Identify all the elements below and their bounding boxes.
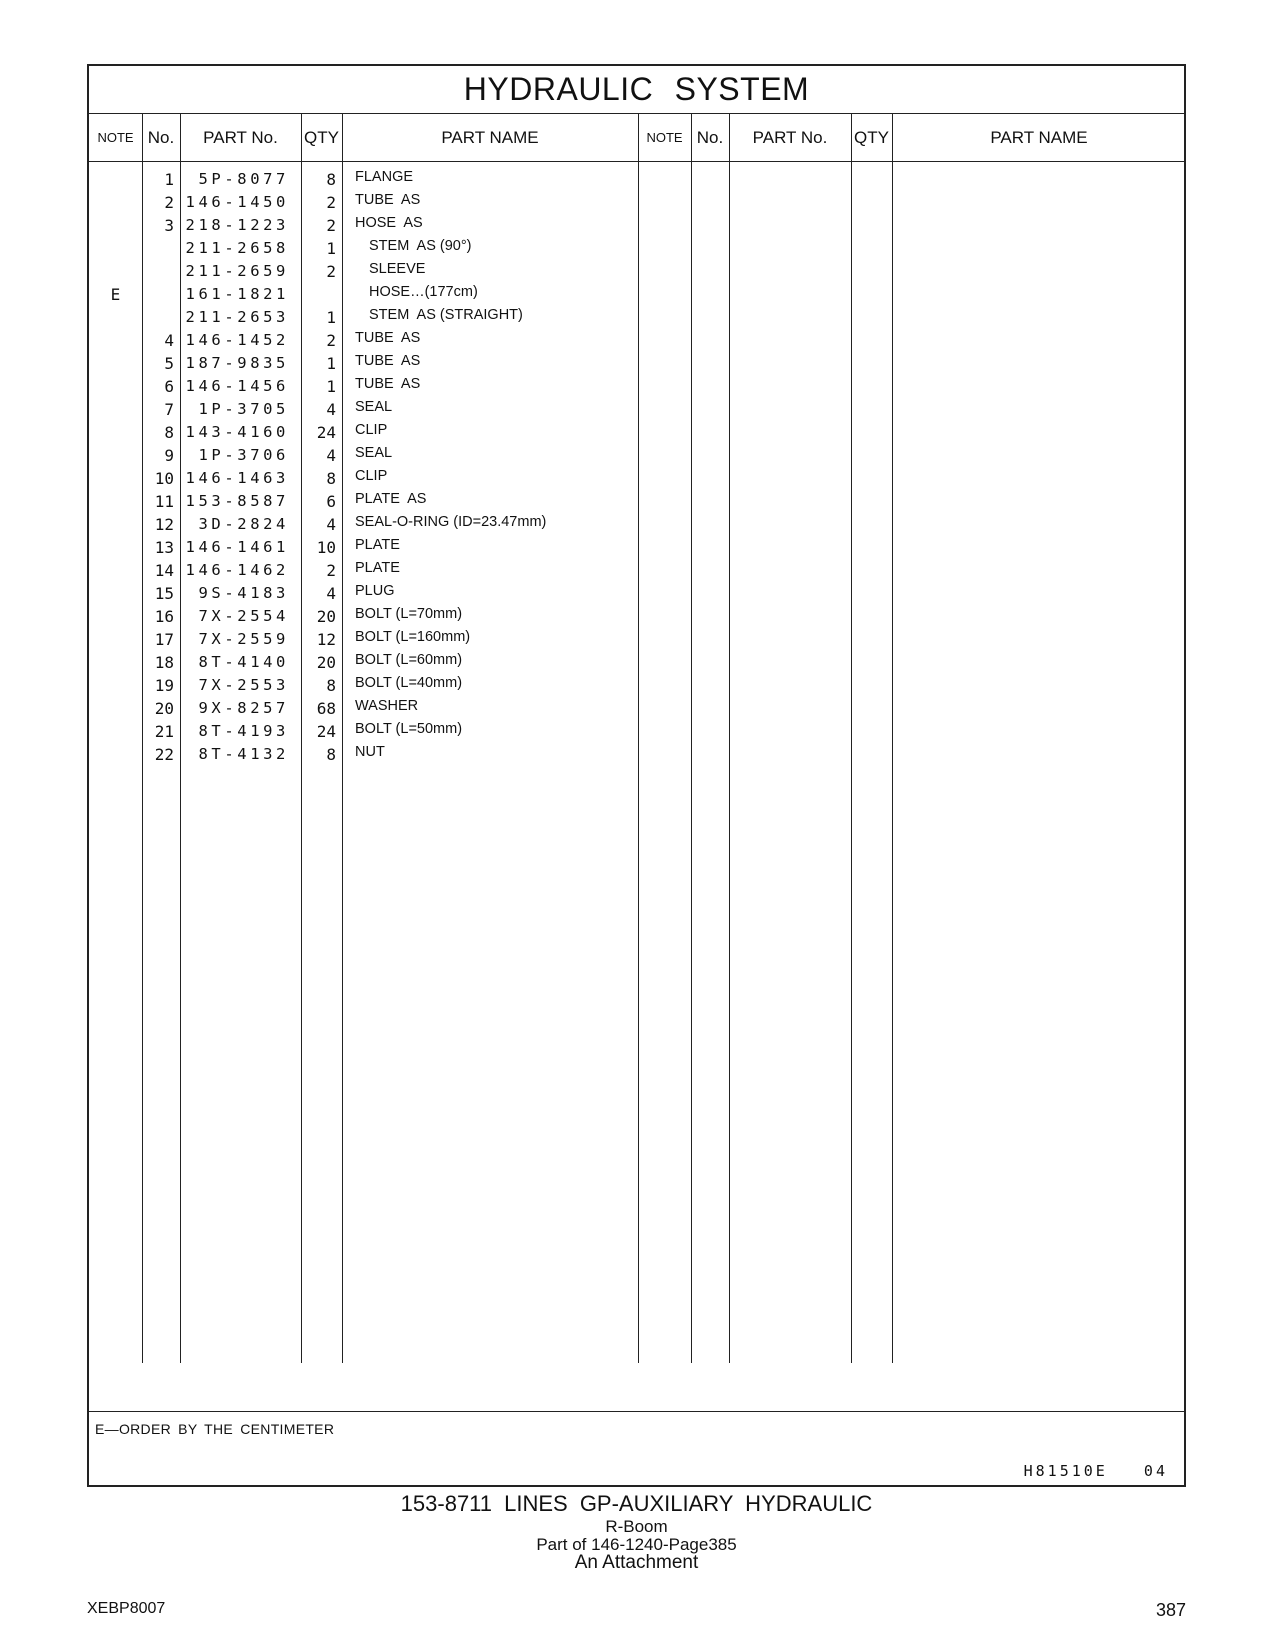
- document-id: XEBP8007: [87, 1600, 166, 1617]
- part-name-cell: FLANGE: [355, 169, 414, 185]
- header-part-no: PART No.: [203, 128, 278, 147]
- table-row: [89, 214, 649, 237]
- header-no: No.: [147, 128, 175, 147]
- qty-cell: 2: [326, 193, 336, 212]
- part-name-cell: SEAL: [355, 399, 393, 415]
- part-name-cell: TUBE AS: [355, 330, 421, 346]
- qty-cell: 4: [326, 446, 336, 465]
- table-row: [89, 605, 649, 628]
- header-part-name: PART NAME: [441, 128, 539, 147]
- part-name-cell: PLUG: [355, 583, 395, 599]
- table-row: [89, 352, 649, 375]
- table-row: [89, 375, 649, 398]
- part-name-cell: TUBE AS: [355, 192, 421, 208]
- table-row: [89, 674, 649, 697]
- caption-boom: R-Boom: [605, 1517, 668, 1536]
- qty-cell: 2: [326, 331, 336, 350]
- part-number-cell: 8T-4193: [198, 722, 289, 740]
- table-row: [89, 490, 649, 513]
- header-no-right: No.: [696, 128, 724, 147]
- qty-cell: 4: [326, 584, 336, 603]
- qty-cell: 8: [326, 745, 336, 764]
- item-number-cell: 8: [164, 423, 174, 442]
- item-number-cell: 4: [164, 331, 174, 350]
- item-number-cell: 15: [154, 584, 174, 603]
- table-row: [89, 237, 649, 260]
- note-cell: E: [110, 285, 121, 304]
- grid-line: [892, 113, 893, 1363]
- part-number-cell: 1P-3705: [198, 400, 289, 418]
- page-number: 387: [1155, 1600, 1186, 1620]
- item-number-cell: 7: [164, 400, 174, 419]
- item-number-cell: 11: [154, 492, 174, 511]
- part-name-cell: PLATE AS: [355, 491, 427, 507]
- part-name-cell: CLIP: [355, 422, 388, 438]
- grid-line: [851, 113, 852, 1363]
- part-name-cell: NUT: [355, 744, 385, 760]
- table-row: [89, 444, 649, 467]
- part-name-cell: HOSE…(177cm): [369, 284, 478, 300]
- footnote: E—ORDER BY THE CENTIMETER: [95, 1421, 335, 1437]
- table-row: [89, 513, 649, 536]
- part-number-cell: 146-1450: [185, 193, 289, 211]
- qty-cell: 24: [316, 722, 336, 741]
- part-number-cell: 3D-2824: [198, 515, 289, 533]
- grid-line: [729, 113, 730, 1363]
- part-name-cell: STEM AS (STRAIGHT): [369, 307, 523, 323]
- part-name-cell: BOLT (L=40mm): [355, 675, 463, 691]
- item-number-cell: 22: [154, 745, 174, 764]
- qty-cell: 8: [326, 170, 336, 189]
- table-row: [89, 628, 649, 651]
- part-number-cell: 146-1452: [185, 331, 289, 349]
- table-row: [89, 720, 649, 743]
- item-number-cell: 1: [164, 170, 174, 189]
- part-name-cell: TUBE AS: [355, 376, 421, 392]
- item-number-cell: 5: [164, 354, 174, 373]
- part-number-cell: 7X-2553: [198, 676, 289, 694]
- part-number-cell: 211-2659: [185, 262, 289, 280]
- part-name-cell: PLATE: [355, 537, 400, 553]
- header-qty: QTY: [304, 128, 339, 147]
- part-name-cell: BOLT (L=160mm): [355, 629, 471, 645]
- part-name-cell: WASHER: [355, 698, 419, 714]
- part-number-cell: 187-9835: [185, 354, 289, 372]
- table-row: [89, 651, 649, 674]
- item-number-cell: 6: [164, 377, 174, 396]
- part-number-cell: 7X-2559: [198, 630, 289, 648]
- part-name-cell: SEAL-O-RING (ID=23.47mm): [355, 514, 547, 530]
- part-number-cell: 9X-8257: [198, 699, 289, 717]
- part-number-cell: 146-1456: [185, 377, 289, 395]
- part-number-cell: 1P-3706: [198, 446, 289, 464]
- qty-cell: 2: [326, 216, 336, 235]
- table-row: [89, 467, 649, 490]
- part-number-cell: 218-1223: [185, 216, 289, 234]
- part-number-cell: 8T-4132: [198, 745, 289, 763]
- table-row: [89, 168, 649, 191]
- header-part-no-right: PART No.: [752, 128, 828, 147]
- header-note: NOTE: [97, 130, 134, 145]
- item-number-cell: 17: [154, 630, 174, 649]
- part-number-cell: 146-1463: [185, 469, 289, 487]
- part-number-cell: 146-1462: [185, 561, 289, 579]
- part-name-cell: STEM AS (90°): [369, 238, 472, 254]
- table-row: [89, 329, 649, 352]
- qty-cell: 4: [326, 400, 336, 419]
- table-row: [89, 283, 649, 306]
- qty-cell: 12: [316, 630, 336, 649]
- grid-line: [691, 113, 692, 1363]
- qty-cell: 2: [326, 262, 336, 281]
- qty-cell: 1: [326, 354, 336, 373]
- qty-cell: 8: [326, 676, 336, 695]
- qty-cell: 8: [326, 469, 336, 488]
- part-name-cell: HOSE AS: [355, 215, 423, 231]
- item-number-cell: 9: [164, 446, 174, 465]
- item-number-cell: 19: [154, 676, 174, 695]
- item-number-cell: 18: [154, 653, 174, 672]
- qty-cell: 20: [316, 653, 336, 672]
- sheet-title: HYDRAULIC SYSTEM: [89, 66, 1184, 114]
- header-note-right: NOTE: [646, 130, 683, 145]
- parts-sheet: [87, 64, 1186, 1487]
- item-number-cell: 3: [164, 216, 174, 235]
- header-qty-right: QTY: [854, 128, 889, 147]
- table-row: [89, 260, 649, 283]
- part-name-cell: TUBE AS: [355, 353, 421, 369]
- qty-cell: 20: [316, 607, 336, 626]
- item-number-cell: 10: [154, 469, 174, 488]
- qty-cell: 1: [326, 377, 336, 396]
- qty-cell: 2: [326, 561, 336, 580]
- table-row: [89, 398, 649, 421]
- part-number-cell: 143-4160: [185, 423, 289, 441]
- part-name-cell: PLATE: [355, 560, 400, 576]
- item-number-cell: 21: [154, 722, 174, 741]
- illustration-code: H81510E 04: [1023, 1462, 1168, 1480]
- item-number-cell: 2: [164, 193, 174, 212]
- part-name-cell: SEAL: [355, 445, 393, 461]
- part-number-cell: 7X-2554: [198, 607, 289, 625]
- table-row: [89, 697, 649, 720]
- item-number-cell: 20: [154, 699, 174, 718]
- part-number-cell: 211-2653: [185, 308, 289, 326]
- table-row: [89, 536, 649, 559]
- item-number-cell: 13: [154, 538, 174, 557]
- part-name-cell: SLEEVE: [369, 261, 426, 277]
- qty-cell: 1: [326, 239, 336, 258]
- table-row: [89, 306, 649, 329]
- table-row: [89, 421, 649, 444]
- table-row: [89, 743, 649, 766]
- caption-title: 153-8711 LINES GP-AUXILIARY HYDRAULIC: [400, 1491, 873, 1516]
- qty-cell: 68: [316, 699, 336, 718]
- part-number-cell: 5P-8077: [198, 170, 289, 188]
- part-number-cell: 9S-4183: [198, 584, 289, 602]
- part-name-cell: CLIP: [355, 468, 388, 484]
- part-number-cell: 146-1461: [185, 538, 289, 556]
- part-name-cell: BOLT (L=50mm): [355, 721, 463, 737]
- part-number-cell: 153-8587: [185, 492, 289, 510]
- qty-cell: 1: [326, 308, 336, 327]
- item-number-cell: 14: [154, 561, 174, 580]
- part-name-cell: BOLT (L=60mm): [355, 652, 463, 668]
- qty-cell: 10: [316, 538, 336, 557]
- part-number-cell: 161-1821: [185, 285, 289, 303]
- item-number-cell: 16: [154, 607, 174, 626]
- caption-part-of: Part of 146-1240-Page385: [536, 1535, 737, 1554]
- table-row: [89, 582, 649, 605]
- part-name-cell: BOLT (L=70mm): [355, 606, 463, 622]
- qty-cell: 4: [326, 515, 336, 534]
- table-row: [89, 559, 649, 582]
- header-part-name-right: PART NAME: [990, 128, 1088, 147]
- caption-attachment: An Attachment: [574, 1552, 699, 1573]
- qty-cell: 24: [316, 423, 336, 442]
- table-row: [89, 191, 649, 214]
- part-number-cell: 8T-4140: [198, 653, 289, 671]
- part-number-cell: 211-2658: [185, 239, 289, 257]
- qty-cell: 6: [326, 492, 336, 511]
- item-number-cell: 12: [154, 515, 174, 534]
- footer-divider: [89, 1411, 1184, 1412]
